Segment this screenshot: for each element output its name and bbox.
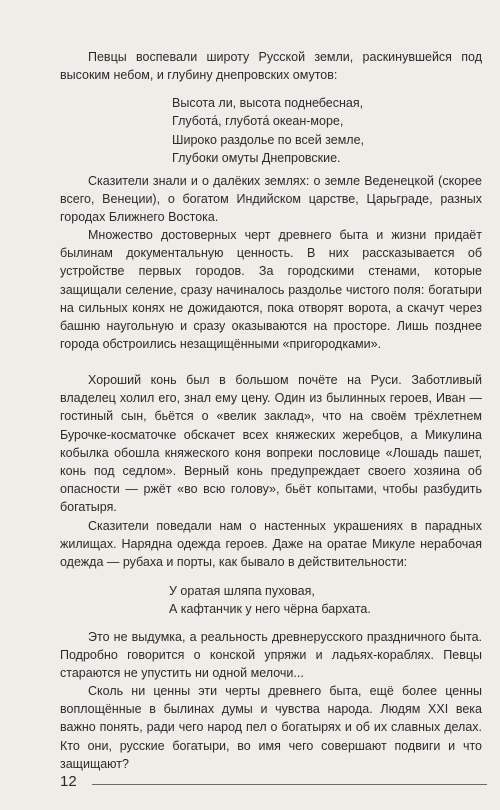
paragraph-clothing: Сказители поведали нам о настенных украшениях в парадных жилищах. Нарядна одежда героев. Даже на оратае Микуле нерабочая одежда — рубаха и порты, как бывало в действительности: xyxy=(60,519,482,570)
page-number: 12 xyxy=(60,773,77,790)
verse-line: Высота ли, высота поднебесная, xyxy=(172,96,364,110)
paragraph-singers: Певцы воспевали широту Русской земли, раскинувшейся под высоким небом, и глубину днепровских омутов: xyxy=(60,50,482,83)
verse-line: Глубоки омуты Днепровские. xyxy=(172,151,341,166)
verse-line: У оратая шляпа пуховая, xyxy=(169,584,315,598)
paragraph-reality: Это не выдумка, а реальность древнерусского праздничного быта. Подробно говорится о конской упряжи и ладьях-кораблях. Певцы стараются не упустить ни одной мелочи... xyxy=(60,630,482,681)
footer-rule xyxy=(92,784,487,785)
verse-ploughman xyxy=(169,582,371,619)
paragraph-everyday-life: Множество достоверных черт древнего быта и жизни придаёт былинам документальную ценность. В них рассказывается об устройстве первых городов. За городскими стенами, которые защищали селение, сразу начиналось раздолье чистого поля: богатыри на сильных конях не дожидаются, пока отворят ворота, а скачут через башню наугольную и сразу оказываются на просторе. Лишь позднее города обстроились незащищёнными «пригородками». xyxy=(60,228,482,352)
verse-line: Широко раздолье по всей земле, xyxy=(172,132,365,147)
paragraph-horse: Хороший конь был в большом почёте на Руси. Заботливый владелец холил его, знал ему цену. Один из былинных героев, Иван — гостиный сын, бьётся о «велик заклад», что на своём трёхлетнем Бурочке-косматочке обскачет всех княжеских жеребцов, а Микулина кобылка обошла княжеского коня вопреки пословице «Лошадь пашет, конь под седлом». Верный конь предупреждает своего хозяина об опасности — ржёт «во всю голову», бьёт копытами, чтобы разбудить богатыря. xyxy=(60,373,482,515)
paragraph-distant-lands: Сказители знали и о далёких землях: о земле Веденецкой (скорее всего, Венеции), о богатом Индийском царстве, Царьграде, разных городах Ближнего Востока. xyxy=(60,174,482,225)
verse-line: А кафтанчик у него чёрна бархата. xyxy=(169,602,371,617)
verse-line: Глубота́, глубота́ океан-море, xyxy=(172,114,344,129)
paragraph-questions: Сколь ни ценны эти черты древнего быта, ещё более ценны воплощённые в былинах думы и чувства народа. Людям XXI века важно понять, ради чего народ пел о богатырях и об их славных делах. Кто они, русские богатыри, во имя чего совершают подвиги и что защищают? xyxy=(60,684,482,771)
verse-heights xyxy=(172,94,364,168)
